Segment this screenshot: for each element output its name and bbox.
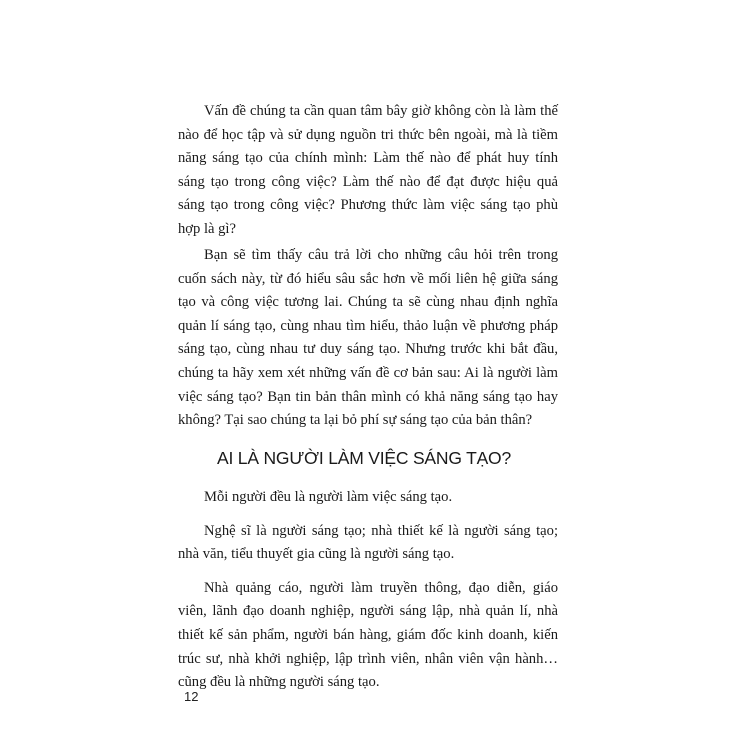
intro-paragraph-2: Bạn sẽ tìm thấy câu trả lời cho những câu hỏi trên trong cuốn sách này, từ đó hiểu sâu sắc hơn về mối liên hệ giữa sáng tạo và công việc tương lai. Chúng ta sẽ cùng nhau định nghĩa quản lí sáng tạo, cùng nhau tìm hiểu, thảo luận về phương pháp sáng tạo, cùng nhau tư duy sáng tạo. Nhưng trước khi bắt đầu, chúng ta hãy xem xét những vấn đề cơ bản sau: Ai là người làm việc sáng tạo? Bạn tin bản thân mình có khả năng sáng tạo hay không? Tại sao chúng ta lại bỏ phí sự sáng tạo của bản thân?: [178, 247, 558, 429]
intro-paragraph-1-block: [178, 100, 558, 256]
intro-paragraph-1: Vấn đề chúng ta cần quan tâm bây giờ không còn là làm thế nào để học tập và sử dụng nguồn tri thức bên ngoài, mà là tiềm năng sáng tạo của chính mình: Làm thế nào để phát huy tính sáng tạo trong công việc? Làm thế nào để đạt được hiệu quả sáng tạo trong công việc? Phương thức làm việc sáng tạo phù hợp là gì?: [178, 103, 558, 237]
section-body: [178, 486, 558, 705]
section-paragraph-3: Nhà quảng cáo, người làm truyền thông, đạo diễn, giáo viên, lãnh đạo doanh nghiệp, người sáng lập, nhà quản lí, nhà thiết kế sản phẩm, người bán hàng, giám đốc kinh doanh, kiến trúc sư, nhà khởi nghiệp, lập trình viên, nhân viên vận hành… cũng đều là những người sáng tạo.: [178, 579, 558, 691]
section-paragraph-1: Mỗi người đều là người làm việc sáng tạo.: [204, 489, 453, 505]
section-paragraph-2: Nghệ sĩ là người sáng tạo; nhà thiết kế là người sáng tạo; nhà văn, tiểu thuyết gia cũng là người sáng tạo.: [178, 522, 558, 563]
section-heading: AI LÀ NGƯỜI LÀM VIỆC SÁNG TẠO?: [217, 448, 511, 468]
page-number: 12: [184, 689, 199, 704]
intro-paragraph-2-block: [178, 244, 558, 447]
